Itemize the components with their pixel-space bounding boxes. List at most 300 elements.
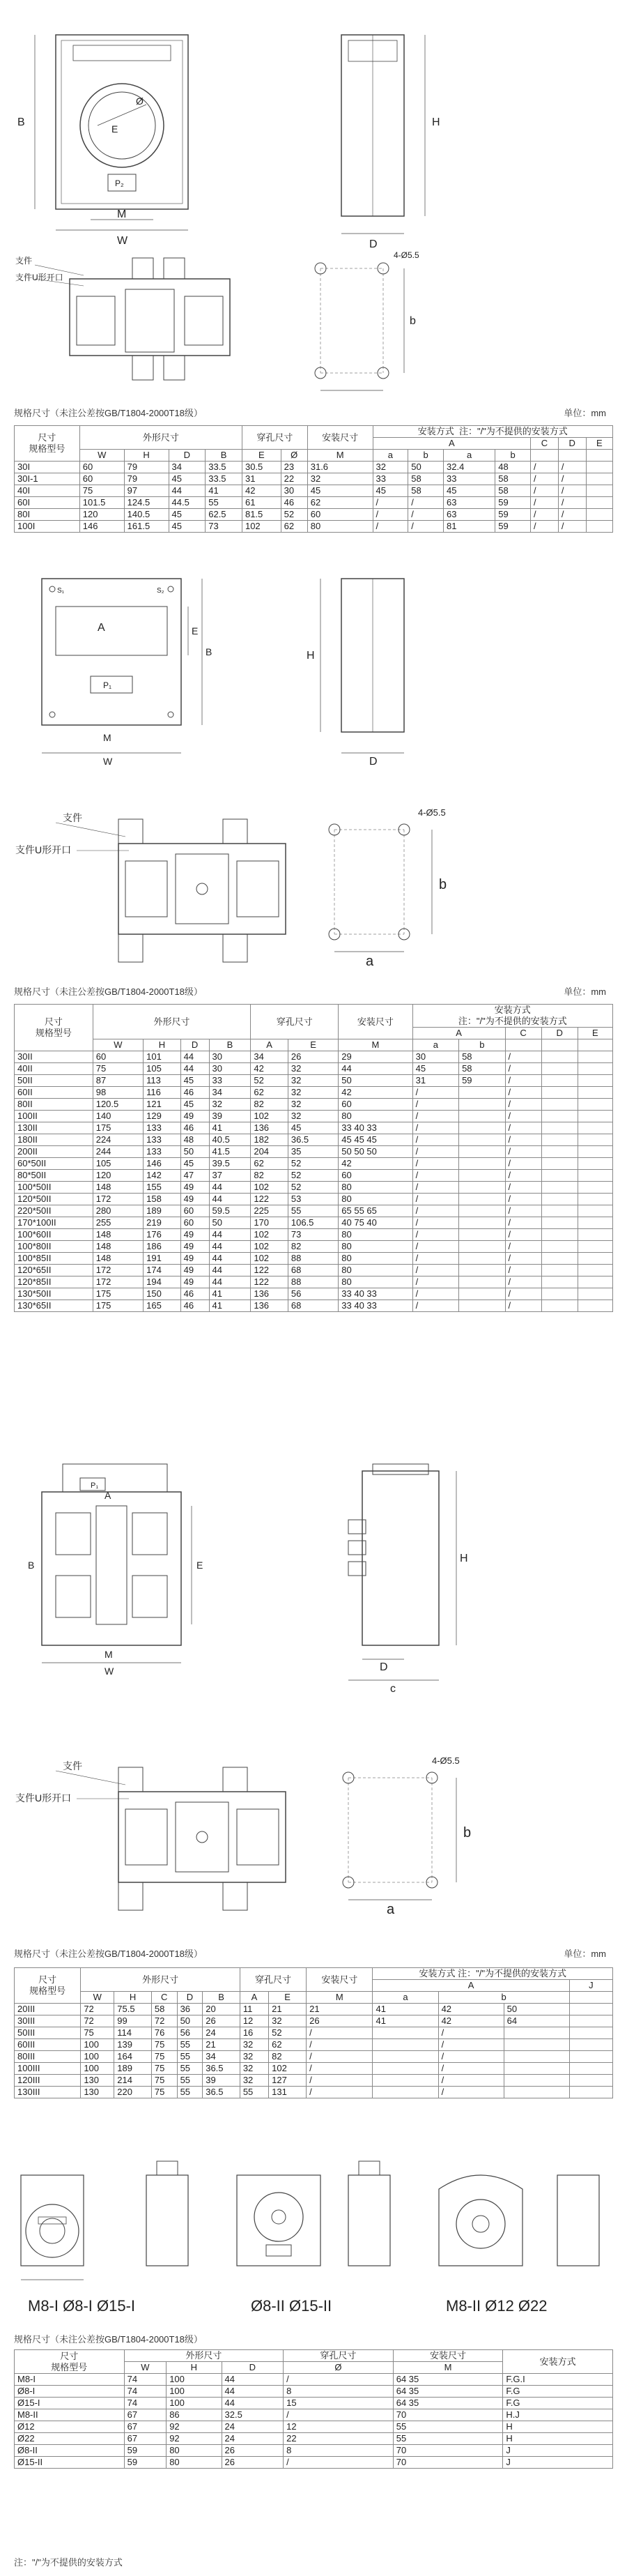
label-S1: S₁ — [57, 587, 65, 595]
value-cell: 41 — [373, 2015, 438, 2027]
value-cell: 33 — [373, 473, 408, 485]
value-cell: 182 — [251, 1134, 288, 1146]
value-cell: 136 — [251, 1122, 288, 1134]
value-cell: 120 — [93, 1170, 143, 1182]
value-cell: / — [505, 1099, 541, 1111]
value-cell: 75 — [151, 2075, 177, 2087]
label-hole: 4-Ø5.5 — [394, 250, 419, 260]
value-cell: 189 — [114, 2063, 152, 2075]
value-cell: 133 — [144, 1122, 181, 1134]
value-cell: 105 — [144, 1063, 181, 1075]
value-cell — [578, 1265, 612, 1276]
table-row — [15, 1146, 613, 1158]
value-cell: 175 — [93, 1122, 143, 1134]
value-cell: / — [412, 1194, 458, 1205]
value-cell: 97 — [124, 485, 169, 497]
value-cell: 59 — [495, 521, 531, 533]
section-3-caption: 规格尺寸（未注公差按GB/T1804-2000T18级） — [14, 1949, 203, 1959]
value-cell: 120 — [79, 509, 124, 521]
value-cell: 130 — [81, 2075, 114, 2087]
table-row — [15, 1063, 613, 1075]
value-cell: 114 — [114, 2027, 152, 2039]
model-cell: 80II — [15, 1099, 93, 1111]
value-cell: / — [505, 1158, 541, 1170]
value-cell — [541, 1134, 578, 1146]
value-cell — [504, 2027, 569, 2039]
value-cell: 22 — [281, 473, 307, 485]
value-cell — [459, 1253, 505, 1265]
value-cell: 60 — [339, 1099, 412, 1111]
table-row — [15, 1170, 613, 1182]
value-cell — [541, 1087, 578, 1099]
value-cell: / — [438, 2087, 504, 2098]
value-cell: 80 — [167, 2445, 222, 2457]
dim-M: M — [117, 208, 127, 220]
section-2-caption: 规格尺寸（未注公差按GB/T1804-2000T18级） — [14, 986, 203, 997]
value-cell: 146 — [79, 521, 124, 533]
value-cell: 148 — [93, 1229, 143, 1241]
value-cell — [578, 1087, 612, 1099]
value-cell: 75.5 — [114, 2004, 152, 2015]
value-cell: 133 — [144, 1134, 181, 1146]
value-cell: 44 — [209, 1182, 251, 1194]
value-cell: 131 — [269, 2087, 307, 2098]
value-cell — [578, 1288, 612, 1300]
value-cell: 46 — [281, 497, 307, 509]
value-cell: / — [558, 509, 586, 521]
value-cell — [504, 2063, 569, 2075]
table-1-corner: 尺寸 规格型号 — [15, 426, 80, 462]
model-cell: 130*50II — [15, 1288, 93, 1300]
mounting-hole-drawing-3 — [293, 1750, 502, 1917]
title-group-1: M8-I Ø8-I Ø15-I — [28, 2297, 136, 2315]
value-cell: 49 — [180, 1241, 209, 1253]
value-cell: 73 — [288, 1229, 338, 1241]
value-cell: 35 — [288, 1146, 338, 1158]
value-cell: 47 — [180, 1170, 209, 1182]
value-cell: / — [412, 1099, 458, 1111]
value-cell: 39.5 — [209, 1158, 251, 1170]
value-cell: 86 — [167, 2409, 222, 2421]
value-cell: / — [505, 1111, 541, 1122]
value-cell: 33 40 33 — [339, 1122, 412, 1134]
value-cell: 65 55 65 — [339, 1205, 412, 1217]
value-cell: 191 — [144, 1253, 181, 1265]
value-cell: 280 — [93, 1205, 143, 1217]
value-cell — [578, 1063, 612, 1075]
value-cell — [569, 2087, 612, 2098]
value-cell: 100 — [167, 2386, 222, 2398]
value-cell: 62 — [307, 497, 373, 509]
title-group-3: M8-II Ø12 Ø22 — [446, 2297, 548, 2315]
value-cell: 186 — [144, 1241, 181, 1253]
value-cell: 21 — [203, 2039, 240, 2051]
value-cell: 219 — [144, 1217, 181, 1229]
model-cell: 180II — [15, 1134, 93, 1146]
model-cell: M8-I — [15, 2374, 125, 2386]
value-cell: 58 — [459, 1051, 505, 1063]
value-cell: 67 — [124, 2409, 167, 2421]
value-cell: 80 — [339, 1229, 412, 1241]
value-cell: / — [531, 462, 559, 473]
value-cell: 140.5 — [124, 509, 169, 521]
value-cell: 122 — [251, 1276, 288, 1288]
value-cell: 72 — [151, 2015, 177, 2027]
spec-table-1: 尺寸 规格型号 外形尺寸 穿孔尺寸 安装尺寸 安装方式 注："/"为不提供的安装方式 A C D E W H D B E Ø M a b a b 30I 60 79 34 33.5 30.5 23 31.6 32 50 32.4 48 / / 30I-1 60 79 45 33.5 31 22 32 33 58 33 58 / / 40I 75 97 44 41 42 30 45 45 58 45 58 / / 60I 101.5 124.5 44.5 55 61 46 62 / / 63 59 / / 80I 120 140.5 45 62.5 81.5 52 60 / / 63 59 / / 100I 146 161.5 45 73 102 62 80 / / 81 59 / / — [14, 425, 613, 533]
value-cell: 42 — [438, 2015, 504, 2027]
value-cell — [459, 1276, 505, 1288]
value-cell: 33 40 33 — [339, 1300, 412, 1312]
value-cell — [541, 1229, 578, 1241]
value-cell: 80 — [339, 1194, 412, 1205]
label-hole-3: 4-Ø5.5 — [432, 1755, 460, 1766]
value-cell: 31.6 — [307, 462, 373, 473]
value-cell: 113 — [144, 1075, 181, 1087]
value-cell: 46 — [180, 1087, 209, 1099]
value-cell: 59 — [459, 1075, 505, 1087]
value-cell: 92 — [167, 2421, 222, 2433]
value-cell: 75 — [93, 1063, 143, 1075]
value-cell: 32 — [307, 473, 373, 485]
value-cell: 64 35 — [393, 2398, 503, 2409]
model-cell: Ø15-II — [15, 2457, 125, 2469]
value-cell: 64 — [504, 2015, 569, 2027]
table-row — [15, 1087, 613, 1099]
model-cell: 30II — [15, 1051, 93, 1063]
value-cell: 32 — [288, 1099, 338, 1111]
model-cell: 60III — [15, 2039, 81, 2051]
value-cell: 64 35 — [393, 2386, 503, 2398]
value-cell: 44 — [222, 2398, 284, 2409]
spec-table-4: 尺寸 规格型号 外形尺寸 穿孔尺寸 安装尺寸 安装方式 W H D Ø M M8-I 74 100 44 / 64 35 F.G.I Ø8-I 74 100 44 8 64 35 F.G Ø15-I 74 100 44 15 64 35 F.G M8-II 67 86 32.5 / 70 H.J Ø12 67 92 24 12 55 H Ø22 67 92 24 22 55 H Ø8-II 59 80 26 8 70 J Ø15-II 59 80 26 / 70 J — [14, 2349, 613, 2469]
value-cell — [459, 1205, 505, 1217]
value-cell: / — [307, 2063, 373, 2075]
table-4-body — [15, 2374, 613, 2469]
value-cell: 52 — [269, 2027, 307, 2039]
value-cell: 102 — [269, 2063, 307, 2075]
value-cell — [569, 2063, 612, 2075]
value-cell: 99 — [114, 2015, 152, 2027]
value-cell: 102 — [251, 1253, 288, 1265]
value-cell: 8 — [284, 2445, 394, 2457]
value-cell: 102 — [251, 1229, 288, 1241]
value-cell: / — [412, 1134, 458, 1146]
table-1-body — [15, 462, 613, 533]
value-cell: 49 — [180, 1265, 209, 1276]
value-cell: / — [412, 1111, 458, 1122]
value-cell: / — [438, 2063, 504, 2075]
value-cell: 75 — [151, 2087, 177, 2098]
top-view-drawing-3 — [14, 1757, 293, 1917]
value-cell: 165 — [144, 1300, 181, 1312]
dim-D-3: D — [380, 1661, 388, 1673]
value-cell: 88 — [288, 1253, 338, 1265]
value-cell: 55 — [288, 1205, 338, 1217]
value-cell — [578, 1276, 612, 1288]
value-cell — [578, 1158, 612, 1170]
value-cell: 170 — [251, 1217, 288, 1229]
value-cell: 64 35 — [393, 2374, 503, 2386]
value-cell: 26 — [307, 2015, 373, 2027]
value-cell: 58 — [151, 2004, 177, 2015]
value-cell: 44 — [209, 1229, 251, 1241]
value-cell: 56 — [288, 1288, 338, 1300]
dim-A-3: A — [104, 1490, 111, 1501]
value-cell: / — [505, 1276, 541, 1288]
value-cell — [504, 2087, 569, 2098]
value-cell: 60 — [180, 1217, 209, 1229]
value-cell: 12 — [284, 2421, 394, 2433]
table-row — [15, 2087, 613, 2098]
value-cell: 105 — [93, 1158, 143, 1170]
value-cell: 75 — [151, 2063, 177, 2075]
value-cell: 30 — [209, 1051, 251, 1063]
value-cell: 55 — [177, 2039, 203, 2051]
value-cell: 26 — [222, 2457, 284, 2469]
value-cell: / — [531, 509, 559, 521]
value-cell: 58 — [495, 485, 531, 497]
side-view-drawing-3 — [320, 1457, 474, 1694]
dim-E-2: E — [192, 625, 199, 637]
small-ct-drawings — [7, 2147, 620, 2294]
value-cell: / — [558, 473, 586, 485]
value-cell — [459, 1099, 505, 1111]
value-cell: 12 — [240, 2015, 268, 2027]
value-cell: 79 — [124, 473, 169, 485]
value-cell — [459, 1122, 505, 1134]
value-cell: 124.5 — [124, 497, 169, 509]
value-cell — [569, 2027, 612, 2039]
value-cell: 82 — [251, 1170, 288, 1182]
dim-H-2: H — [307, 650, 315, 662]
value-cell: 214 — [114, 2075, 152, 2087]
dim-W-3: W — [104, 1666, 114, 1677]
value-cell: / — [531, 473, 559, 485]
value-cell: 122 — [251, 1194, 288, 1205]
model-cell: 30I — [15, 462, 80, 473]
value-cell — [541, 1300, 578, 1312]
value-cell: 255 — [93, 1217, 143, 1229]
value-cell — [578, 1217, 612, 1229]
value-cell: 49 — [180, 1111, 209, 1122]
value-cell: 34 — [203, 2051, 240, 2063]
value-cell: 60 — [79, 473, 124, 485]
label-support-2: 支件 — [63, 812, 82, 823]
value-cell: 33.5 — [206, 473, 242, 485]
table-row — [15, 2421, 613, 2433]
value-cell: 34 — [169, 462, 206, 473]
value-cell: 37 — [209, 1170, 251, 1182]
section-1-drawings — [0, 0, 627, 418]
value-cell: 68 — [288, 1265, 338, 1276]
value-cell: 60 — [79, 462, 124, 473]
value-cell: 60 — [339, 1170, 412, 1182]
dim-H-3: H — [460, 1553, 468, 1564]
value-cell: 32 — [240, 2051, 268, 2063]
model-cell: 60*50II — [15, 1158, 93, 1170]
value-cell: 100 — [81, 2051, 114, 2063]
table-row — [15, 2457, 613, 2469]
value-cell: 50 50 50 — [339, 1146, 412, 1158]
value-cell: 41 — [206, 485, 242, 497]
value-cell: 55 — [177, 2075, 203, 2087]
side-view-drawing-2 — [300, 565, 439, 767]
value-cell: 102 — [251, 1241, 288, 1253]
dim-phi: Ø — [136, 96, 144, 107]
model-cell: 30III — [15, 2015, 81, 2027]
value-cell: / — [307, 2087, 373, 2098]
value-cell: 136 — [251, 1288, 288, 1300]
dim-B-3: B — [28, 1560, 35, 1571]
value-cell: 32 — [288, 1063, 338, 1075]
value-cell: 60 — [180, 1205, 209, 1217]
value-cell: 33.5 — [206, 462, 242, 473]
value-cell: 106.5 — [288, 1217, 338, 1229]
value-cell — [373, 2039, 438, 2051]
value-cell: 15 — [284, 2398, 394, 2409]
value-cell: 49 — [180, 1276, 209, 1288]
model-cell: Ø8-I — [15, 2386, 125, 2398]
section-2-unit: 单位：mm — [564, 986, 606, 997]
value-cell: / — [373, 497, 408, 509]
table-row — [15, 2015, 613, 2027]
value-cell: 55 — [177, 2051, 203, 2063]
value-cell: 36.5 — [288, 1134, 338, 1146]
value-cell — [373, 2027, 438, 2039]
value-cell: 41.5 — [209, 1146, 251, 1158]
value-cell: 59 — [124, 2445, 167, 2457]
value-cell: 32 — [373, 462, 408, 473]
value-cell: / — [505, 1146, 541, 1158]
model-cell: 20III — [15, 2004, 81, 2015]
value-cell: / — [505, 1253, 541, 1265]
label-hole-2: 4-Ø5.5 — [418, 807, 446, 818]
value-cell — [569, 2051, 612, 2063]
value-cell: 67 — [124, 2433, 167, 2445]
model-cell: 120III — [15, 2075, 81, 2087]
value-cell: / — [307, 2027, 373, 2039]
value-cell: 50 — [339, 1075, 412, 1087]
value-cell: 158 — [144, 1194, 181, 1205]
dim-D: D — [369, 238, 378, 250]
section-2-drawings — [0, 551, 627, 997]
value-cell: 32 — [240, 2039, 268, 2051]
table-3-body — [15, 2004, 613, 2098]
value-cell: 58 — [408, 485, 444, 497]
value-cell: 41 — [373, 2004, 438, 2015]
value-cell: 102 — [242, 521, 281, 533]
model-cell: 80III — [15, 2051, 81, 2063]
model-cell: 170*100II — [15, 1217, 93, 1229]
value-cell: 80 — [307, 521, 373, 533]
value-cell: 52 — [288, 1170, 338, 1182]
value-cell: 26 — [222, 2445, 284, 2457]
value-cell: 45 — [180, 1158, 209, 1170]
value-cell: 175 — [93, 1288, 143, 1300]
value-cell: 59 — [495, 497, 531, 509]
value-cell: / — [412, 1276, 458, 1288]
value-cell: 60 — [93, 1051, 143, 1063]
model-cell: 200II — [15, 1146, 93, 1158]
table-row — [15, 2386, 613, 2398]
model-cell: Ø15-I — [15, 2398, 125, 2409]
value-cell: 32 — [288, 1111, 338, 1122]
value-cell — [586, 497, 612, 509]
table-row — [15, 485, 613, 497]
value-cell — [541, 1205, 578, 1217]
value-cell — [578, 1170, 612, 1182]
value-cell: 75 — [151, 2039, 177, 2051]
model-cell: Ø22 — [15, 2433, 125, 2445]
value-cell: / — [438, 2039, 504, 2051]
value-cell: 32.4 — [444, 462, 495, 473]
value-cell: 36 — [177, 2004, 203, 2015]
value-cell: 21 — [307, 2004, 373, 2015]
value-cell: 80 — [339, 1253, 412, 1265]
value-cell — [459, 1288, 505, 1300]
value-cell: 44 — [209, 1276, 251, 1288]
value-cell: 45 — [307, 485, 373, 497]
value-cell: 164 — [114, 2051, 152, 2063]
value-cell: 74 — [124, 2374, 167, 2386]
value-cell: 16 — [240, 2027, 268, 2039]
model-cell: 100*80II — [15, 1241, 93, 1253]
table-row — [15, 521, 613, 533]
model-cell: 100*60II — [15, 1229, 93, 1241]
value-cell — [569, 2075, 612, 2087]
value-cell: / — [505, 1122, 541, 1134]
value-cell: 120.5 — [93, 1099, 143, 1111]
model-cell: 130III — [15, 2087, 81, 2098]
section-4-caption: 规格尺寸（未注公差按GB/T1804-2000T18级） — [14, 2334, 203, 2345]
model-cell: Ø12 — [15, 2421, 125, 2433]
value-cell: 45 — [288, 1122, 338, 1134]
value-cell: 172 — [93, 1265, 143, 1276]
value-cell — [373, 2087, 438, 2098]
value-cell: 44 — [339, 1063, 412, 1075]
value-cell — [578, 1253, 612, 1265]
value-cell: 62.5 — [206, 509, 242, 521]
dim-M-2: M — [103, 732, 111, 743]
value-cell: 63 — [444, 509, 495, 521]
value-cell: 49 — [180, 1182, 209, 1194]
value-cell — [373, 2051, 438, 2063]
model-cell: 60I — [15, 497, 80, 509]
value-cell: 32 — [288, 1075, 338, 1087]
value-cell: 225 — [251, 1205, 288, 1217]
model-cell: 50II — [15, 1075, 93, 1087]
value-cell: 62 — [281, 521, 307, 533]
value-cell: / — [558, 485, 586, 497]
value-cell — [459, 1111, 505, 1122]
value-cell — [504, 2039, 569, 2051]
dim-a-3: a — [387, 1902, 395, 1917]
value-cell: / — [412, 1170, 458, 1182]
value-cell: 75 — [151, 2051, 177, 2063]
value-cell — [541, 1111, 578, 1122]
value-cell — [504, 2075, 569, 2087]
model-cell: 30I-1 — [15, 473, 80, 485]
value-cell: 55 — [177, 2063, 203, 2075]
model-cell: 100*85II — [15, 1253, 93, 1265]
value-cell: 50 — [408, 462, 444, 473]
value-cell: 79 — [124, 462, 169, 473]
spec-table-3: 尺寸 规格型号 外形尺寸 穿孔尺寸 安装尺寸 安装方式 注："/"为不提供的安装方式 A J W H C D B A E M a b 20III 72 75.5 58 36 20 11 21 21 41 42 50 30III 72 99 72 50 26 12 32 26 41 42 64 50III 75 114 76 56 24 16 52 / / 60III 100 139 75 55 21 32 62 / / 80III 100 164 75 55 34 32 82 / / 100III 100 189 75 55 36.5 32 102 / / 120III 130 214 75 55 39 32 127 / / 130III 130 220 75 55 36.5 55 131 / / — [14, 1967, 613, 2098]
dim-b-3: b — [463, 1825, 472, 1840]
value-cell: 176 — [144, 1229, 181, 1241]
spec-table-2: 尺寸 规格型号 外形尺寸 穿孔尺寸 安装尺寸 安装方式 注："/"为不提供的安装方式 A C D E W H D B A E M a b 30II 60 101 44 30 34 26 29 30 58 / 40II 75 105 44 30 42 32 44 45 58 / 50II 87 113 45 33 52 32 50 31 59 / 60II 98 116 46 34 62 32 42 / / 80II 120.5 121 45 32 82 32 60 / / 100II 140 129 49 39 102 32 80 / / 130II 175 133 46 41 136 45 33 40 33 / / 180II 224 133 48 40.5 182 36.5 45 45 45 / / 200II 244 133 50 41.5 204 35 50 50 50 / / 60*50II 105 146 45 39.5 62 52 42 / / 80*50II 120 142 47 37 82 52 60 / / 100*50II 148 155 49 44 102 52 80 / / 120*50II 172 158 49 44 122 53 80 / / 220*50II 280 189 60 59.5 225 55 65 55 65 / / 170*100II 255 219 60 50 170 106.5 40 75 40 / / 100*60II 148 176 49 44 102 73 80 / / 100*80II 148 186 49 44 102 82 80 / / 100*85II 148 191 49 44 102 88 80 / / 120*65II 172 174 49 44 122 68 80 / / 120*85II 172 194 49 44 122 88 80 / / 130*50II 175 150 46 41 136 56 33 40 33 / / 130*65II 175 165 46 41 136 68 33 40 33 / / — [14, 1004, 613, 1312]
value-cell: / — [505, 1194, 541, 1205]
